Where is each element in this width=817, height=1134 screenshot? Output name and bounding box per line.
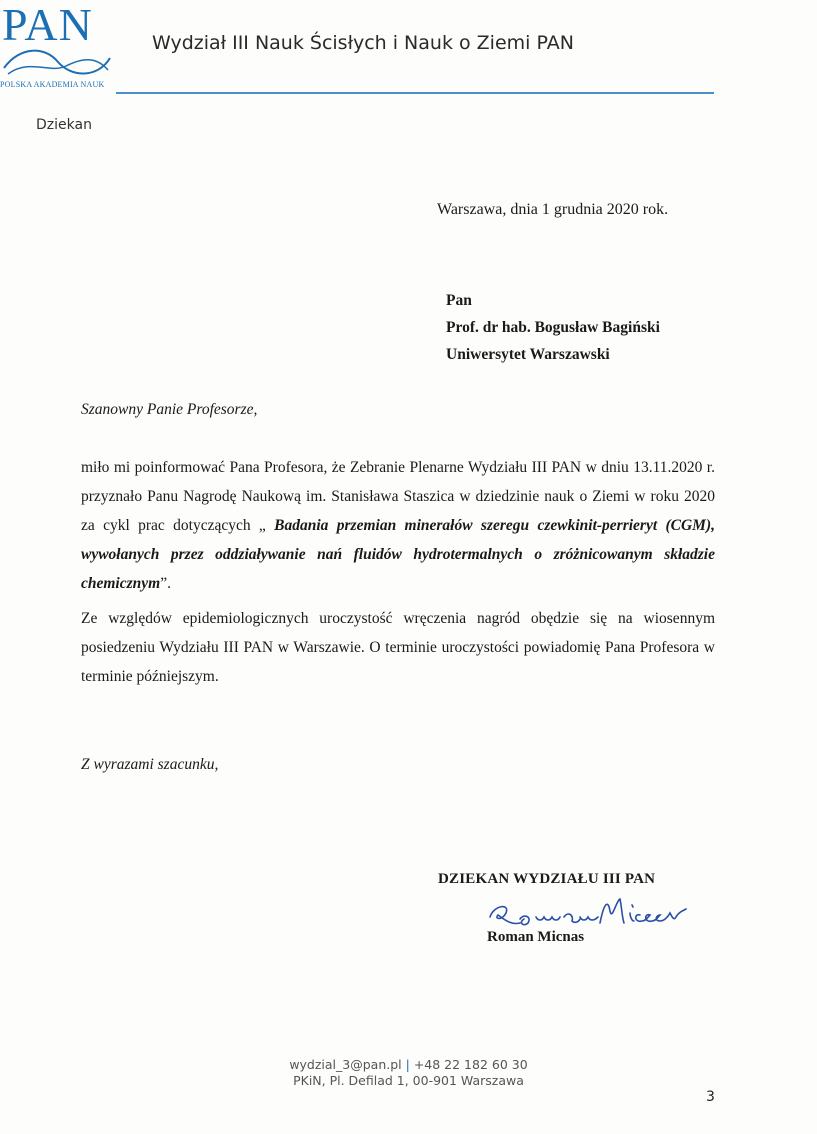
sender-role: Dziekan [36, 117, 92, 133]
letter-closing: Z wyrazami szacunku, [81, 756, 219, 773]
footer-phone: +48 22 182 60 30 [413, 1057, 528, 1072]
department-name: Wydział III Nauk Ścisłych i Nauk o Ziemi PAN [152, 32, 574, 54]
footer-address: PKiN, Pl. Defilad 1, 00-901 Warszawa [293, 1073, 524, 1088]
paragraph-award-end: ”. [160, 575, 171, 592]
footer-separator: | [405, 1057, 410, 1072]
recipient-salutation: Pan [446, 292, 472, 309]
pan-logo-swirl [0, 44, 115, 80]
letter-date: Warszawa, dnia 1 grudnia 2020 rok. [437, 201, 669, 218]
page-number: 3 [706, 1089, 715, 1105]
letter-greeting: Szanowny Panie Profesorze, [81, 401, 258, 418]
signatory-name: Roman Micnas [487, 929, 585, 945]
award-work-title: Badania przemian minerałów szeregu czewkinit-perrieryt (CGM), wywołanych przez oddziaływanie nań fluidów hydrotermalnych o zróżnicowanym składzie chemicznym [81, 517, 715, 592]
pan-logo-subtitle: POLSKA AKADEMIA NAUK [0, 80, 105, 89]
recipient-block [446, 287, 660, 368]
recipient-institution: Uniwersytet Warszawski [446, 346, 610, 363]
recipient-name: Prof. dr hab. Bogusław Bagiński [446, 319, 660, 336]
footer-contact [0, 1057, 817, 1072]
pan-logo: PAN [2, 0, 93, 50]
header-rule [116, 92, 714, 94]
paragraph-award [81, 453, 715, 598]
paragraph-award-text: miło mi poinformować Pana Profesora, że Zebranie Plenarne Wydziału III PAN w dniu 13.11.2020 r. przyznało Panu Nagrodę Naukową im. Stanisława Staszica w dziedzinie nauk o Ziemi w roku 2020 za cykl prac dotyczących „ [81, 459, 715, 534]
signature-title: DZIEKAN WYDZIAŁU III PAN [438, 871, 656, 887]
footer-email[interactable]: wydzial_3@pan.pl [289, 1057, 402, 1072]
paragraph-ceremony: Ze względów epidemiologicznych uroczystość wręczenia nagród obędzie się na wiosennym posiedzeniu Wydziału III PAN w Warszawie. O terminie uroczystości powiadomię Pana Profesora w terminie późniejszym. [81, 610, 715, 685]
